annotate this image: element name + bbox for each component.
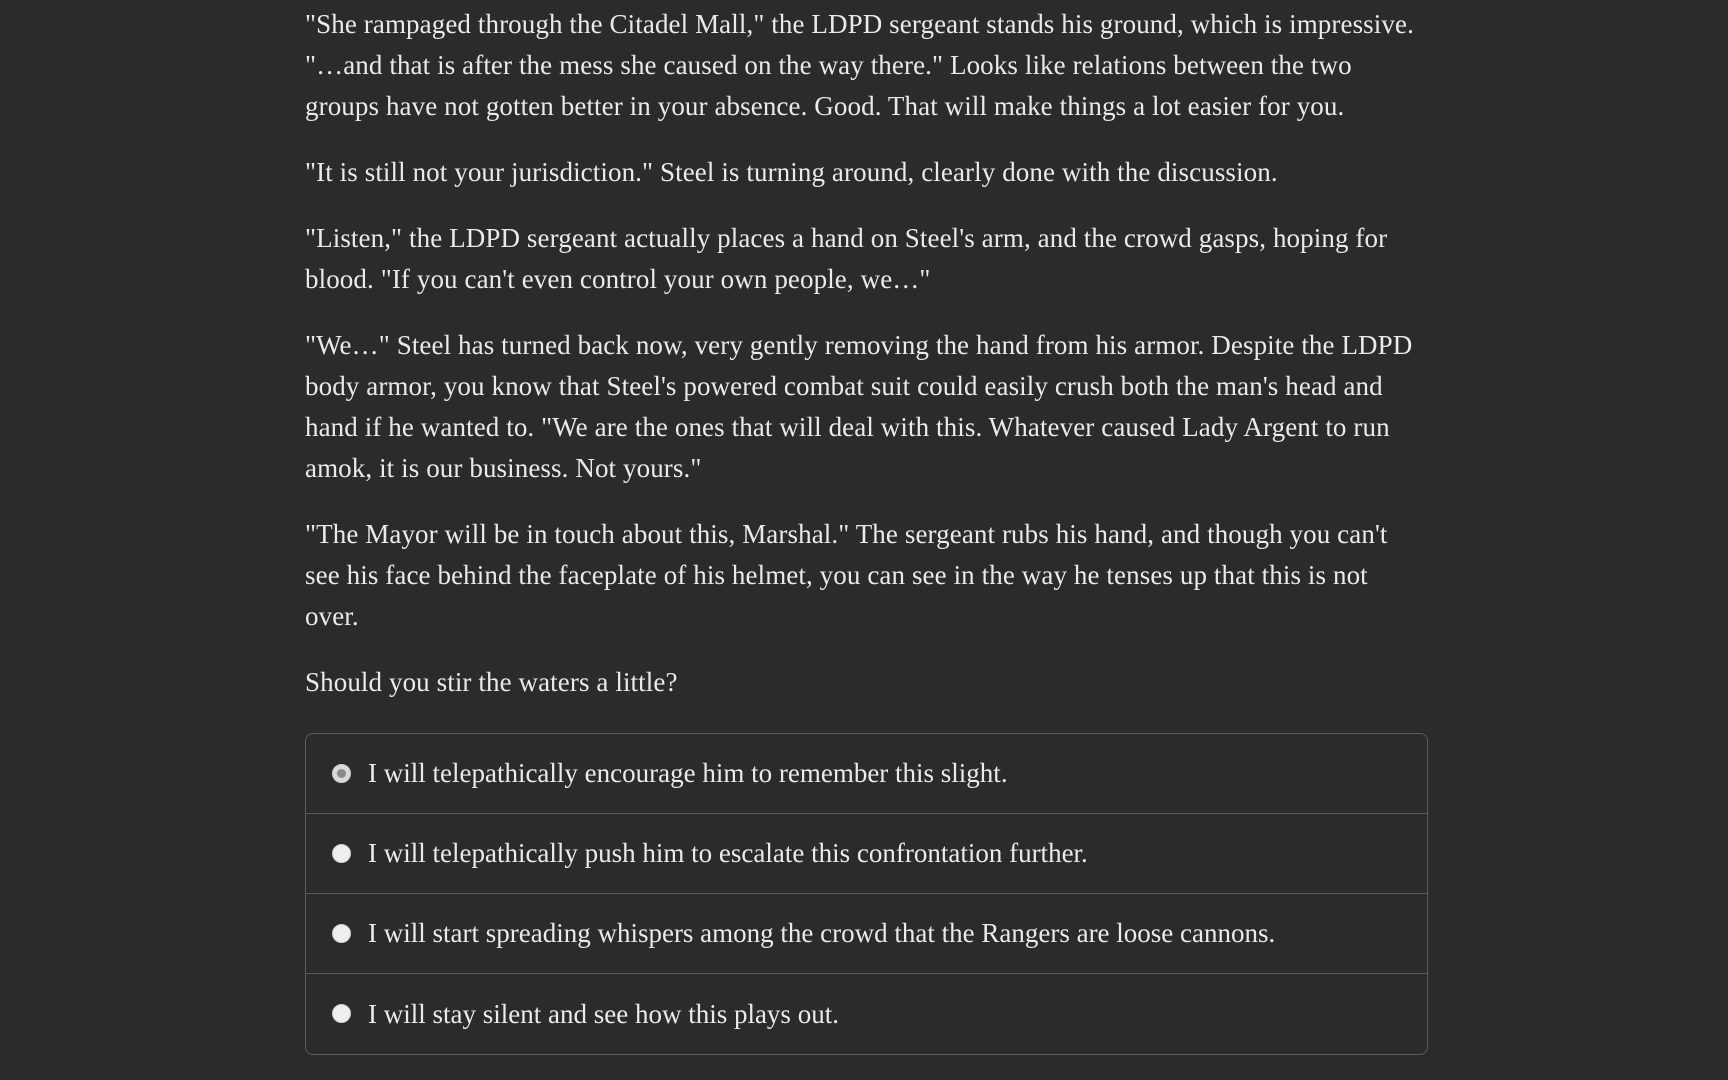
radio-button-icon[interactable] [332, 844, 351, 863]
radio-button-icon[interactable] [332, 1004, 351, 1023]
story-paragraph: "Listen," the LDPD sergeant actually places a hand on Steel's arm, and the crowd gasps, hoping for blood. "If you can't even control your own people, we…" [305, 223, 1388, 294]
choice-label: I will telepathically encourage him to remember this slight. [368, 758, 1008, 788]
story-paragraph: "She rampaged through the Citadel Mall," the LDPD sergeant stands his ground, which is impressive. "…and that is after the mess she caused on the way there." Looks like relations between the two groups have not gotten better in your absence. Good. That will make things a lot easier for you. [305, 9, 1414, 121]
choice-label: I will stay silent and see how this plays out. [368, 998, 839, 1029]
story-paragraph: "The Mayor will be in touch about this, Marshal." The sergeant rubs his hand, and though you can't see his face behind the faceplate of his helmet, you can see in the way he tenses up that this is not over. [305, 519, 1388, 631]
radio-button-icon[interactable] [332, 764, 351, 783]
story-paragraph: "It is still not your jurisdiction." Steel is turning around, clearly done with the discussion. [305, 157, 1278, 187]
choice-option-3[interactable] [306, 894, 1427, 974]
story-paragraph: "We…" Steel has turned back now, very gently removing the hand from his armor. Despite the LDPD body armor, you know that Steel's powered combat suit could easily crush both the man's head and hand if he wanted to. "We are the ones that will deal with this. Whatever caused Lady Argent to run amok, it is our business. Not yours." [305, 330, 1413, 483]
radio-button-icon[interactable] [332, 924, 351, 943]
choice-option-4[interactable] [306, 974, 1427, 1054]
choice-option-1[interactable] [306, 734, 1427, 814]
choice-list [305, 733, 1428, 1055]
choice-label: I will telepathically push him to escalate this confrontation further. [368, 838, 1088, 868]
choice-label: I will start spreading whispers among the crowd that the Rangers are loose cannons. [368, 918, 1276, 948]
choice-option-2[interactable] [306, 814, 1427, 894]
story-question: Should you stir the waters a little? [305, 667, 678, 697]
story-text [305, 0, 1428, 703]
